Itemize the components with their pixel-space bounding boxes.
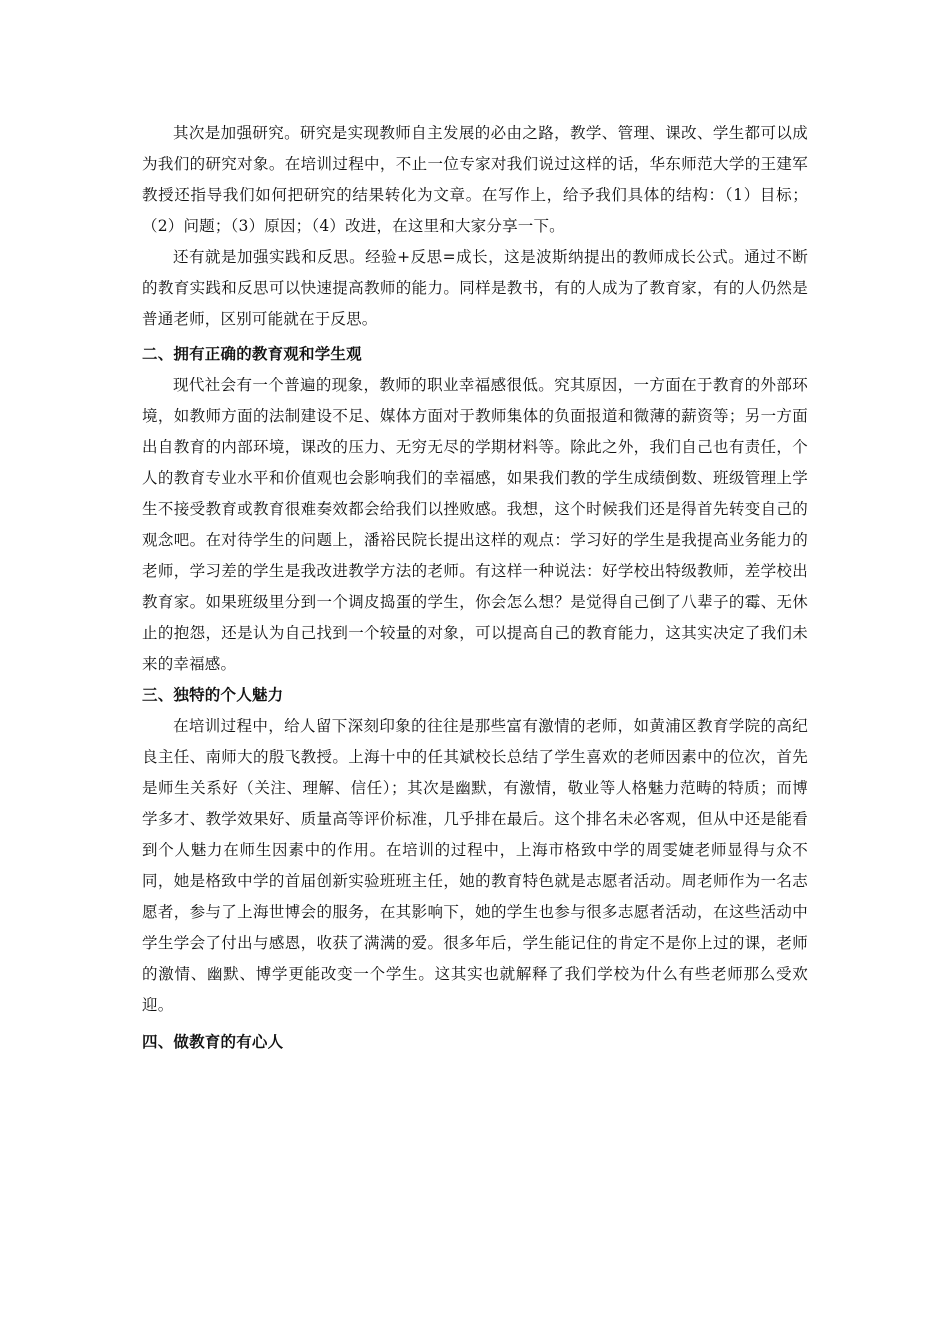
paragraph-personal-charm: 在培训过程中，给人留下深刻印象的往往是那些富有激情的老师，如黄浦区教育学院的高纪良主任、南师大的殷飞教授。上海十中的任其斌校长总结了学生喜欢的老师因素中的位次，首先是师生关系好（关注、理解、信任）；其次是幽默，有激情，敬业等人格魅力范畴的特质；而博学多才、教学效果好、质量高等评价标准，几乎排在最后。这个排名未必客观，但从中还是能看到个人魅力在师生因素中的作用。在培训的过程中，上海市格致中学的周雯婕老师显得与众不同，她是格致中学的首届创新实验班班主任，她的教育特色就是志愿者活动。周老师作为一名志愿者，参与了上海世博会的服务，在其影响下，她的学生也参与很多志愿者活动，在这些活动中学生学会了付出与感恩，收获了满满的爱。很多年后，学生能记住的肯定不是你上过的课，老师的激情、幽默、博学更能改变一个学生。这其实也就解释了我们学校为什么有些老师那么受欢迎。 [142, 717, 808, 1014]
paragraph-practice-reflection: 还有就是加强实践和反思。经验+反思=成长，这是波斯纳提出的教师成长公式。通过不断的教育实践和反思可以快速提高教师的能力。同样是教书，有的人成为了教育家，有的人仍然是普通老师，区别可能就在于反思。 [142, 248, 808, 328]
section-heading-thoughtful-educator: 四、做教育的有心人 [142, 1033, 284, 1051]
section-heading-education-view: 二、拥有正确的教育观和学生观 [142, 345, 362, 363]
paragraph-education-view: 现代社会有一个普遍的现象，教师的职业幸福感很低。究其原因，一方面在于教育的外部环境，如教师方面的法制建设不足、媒体方面对于教师集体的负面报道和微薄的薪资等；另一方面出自教育的内部环境，课改的压力、无穷无尽的学期材料等。除此之外，我们自己也有责任，个人的教育专业水平和价值观也会影响我们的幸福感，如果我们教的学生成绩倒数、班级管理上学生不接受教育或教育很难奏效都会给我们以挫败感。我想，这个时候我们还是得首先转变自己的观念吧。在对待学生的问题上，潘裕民院长提出这样的观点：学习好的学生是我提高业务能力的老师，学习差的学生是我改进教学方法的老师。有这样一种说法：好学校出特级教师，差学校出教育家。如果班级里分到一个调皮捣蛋的学生，你会怎么想？是觉得自己倒了八辈子的霉、无休止的抱怨，还是认为自己找到一个较量的对象，可以提高自己的教育能力，这其实决定了我们未来的幸福感。 [142, 376, 808, 673]
paragraph-research: 其次是加强研究。研究是实现教师自主发展的必由之路，教学、管理、课改、学生都可以成为我们的研究对象。在培训过程中，不止一位专家对我们说过这样的话，华东师范大学的王建军教授还指导我们如何把研究的结果转化为文章。在写作上，给予我们具体的结构：（1）目标；（2）问题；（3）原因；（4）改进，在这里和大家分享一下。 [142, 124, 808, 235]
section-heading-personal-charm: 三、独特的个人魅力 [142, 686, 284, 704]
document-body [142, 118, 808, 1058]
